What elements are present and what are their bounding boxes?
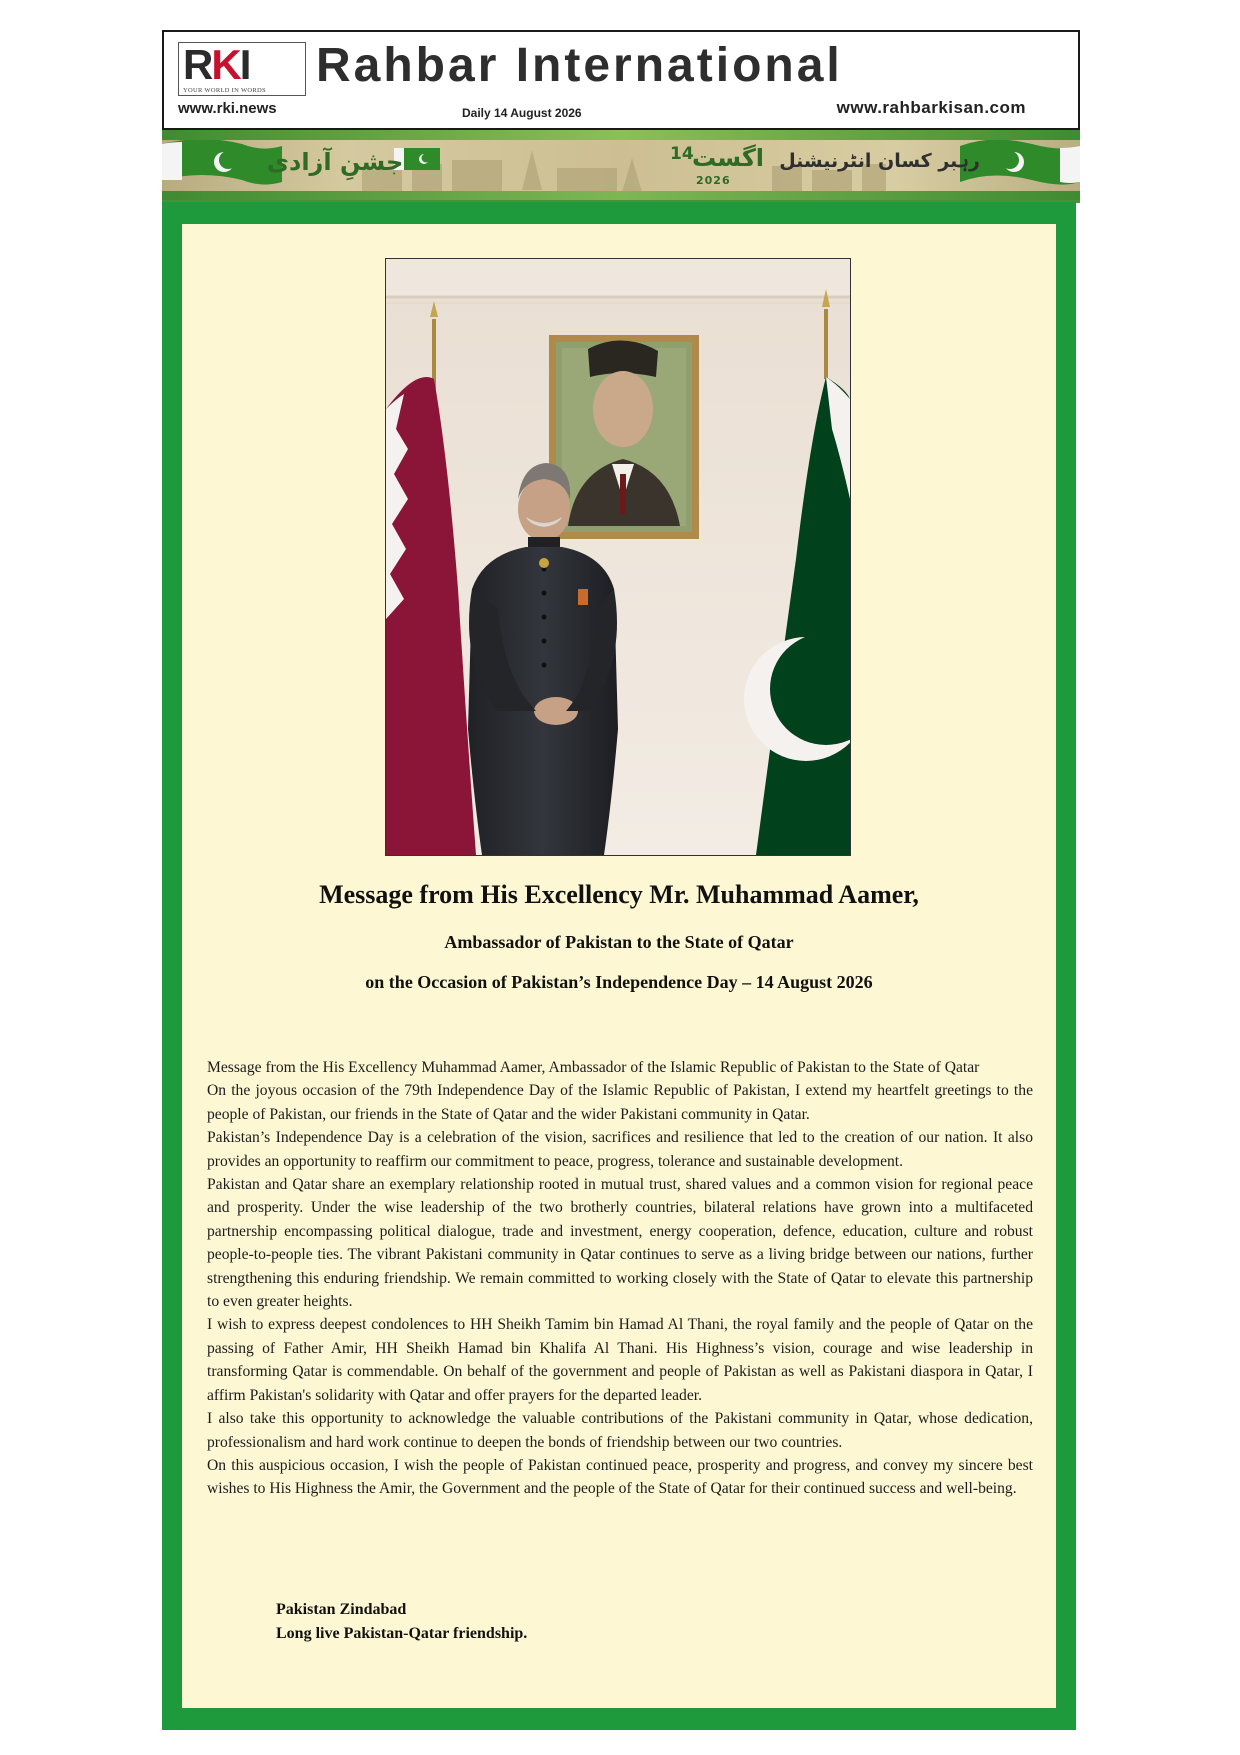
logo-tagline: YOUR WORLD IN WORDS xyxy=(183,87,266,94)
banner-date-day: 14 xyxy=(670,144,694,164)
masthead xyxy=(162,30,1080,130)
banner-bottom-band xyxy=(162,191,1080,200)
closing-pakistan-zindabad: Pakistan Zindabad xyxy=(276,1601,407,1618)
paragraph-best-wishes: On this auspicious occasion, I wish the people of Pakistan continued peace, prosperity and progress, and convey my sincere best wishes to His Highness the Amir, the Government and the people of the State of Qatar for their continued success and well-being. xyxy=(207,1456,1033,1498)
closing-friendship: Long live Pakistan-Qatar friendship. xyxy=(276,1625,528,1642)
paragraph-condolences: I wish to express deepest condolences to HH Sheikh Tamim bin Hamad Al Thani, the royal family and the people of Qatar on the passing of Father Amir, HH Sheikh Hamad bin Khalifa Al Thani. His Highness’s vision, courage and wise leadership in transforming Qatar is commendable. On behalf of the government and people of Pakistan as well as Pakistani diaspora in Qatar, I affirm Pakistan's solidarity with Qatar and offer prayers for the departed leader. xyxy=(207,1316,1033,1404)
issue-date: Daily 14 August 2026 xyxy=(462,106,582,120)
paragraph-community: I also take this opportunity to acknowledge the valuable contributions of the Pakistani community in Qatar, whose dedication, professionalism and hard work continue to deepen the bonds of friendship between our two countries. xyxy=(207,1410,1033,1451)
article-frame xyxy=(162,202,1076,1730)
article-headline: Message from His Excellency Mr. Muhammad Aamer, xyxy=(319,880,919,909)
paragraph-intro: Message from the His Excellency Muhammad Aamer, Ambassador of the Islamic Republic of Pakistan to the State of Qatar xyxy=(207,1059,980,1076)
paragraph-independence-day: Pakistan’s Independence Day is a celebration of the vision, sacrifices and resilience that led to the creation of our nation. It also provides an opportunity to reaffirm our commitment to peace, progress, tolerance and sustainable development. xyxy=(207,1129,1033,1170)
paragraph-bilateral-relations: Pakistan and Qatar share an exemplary relationship rooted in mutual trust, shared values and a common vision for regional peace and prosperity. Under the wise leadership of the two brotherly countries, bilateral relations have grown into a multifaceted partnership encompassing political dialogue, trade and investment, energy cooperation, defence, education, culture and robust people-to-people ties. The vibrant Pakistani community in Qatar continues to serve as a living bridge between our nations, further strengthening this enduring friendship. We remain committed to working closely with the State of Qatar to elevate this partnership to even greater heights. xyxy=(207,1176,1033,1311)
article-subheading-occasion: on the Occasion of Pakistan’s Independence Day – 14 August 2026 xyxy=(365,972,873,992)
portrait-frame xyxy=(549,335,699,539)
banner-date-month: اگست xyxy=(692,144,765,172)
article-panel xyxy=(182,224,1056,1708)
article-subheading-title: Ambassador of Pakistan to the State of Qatar xyxy=(444,932,794,952)
banner-date xyxy=(670,144,765,188)
newspaper-page xyxy=(162,30,1080,1730)
banner-date-year: 2026 xyxy=(696,174,731,187)
website-link-rahbarkisan[interactable]: www.rahbarkisan.com xyxy=(836,98,1026,117)
logo-mark: RKI xyxy=(183,41,250,88)
left-pakistan-flag-icon xyxy=(162,139,282,185)
article-body xyxy=(207,1056,1033,1501)
banner-jashn-e-azadi: جشنِ آزادی xyxy=(267,148,404,176)
article-closing xyxy=(276,1598,527,1646)
newspaper-logo xyxy=(178,42,306,96)
banner-paper-name-urdu: رہبر کسان انٹرنیشنل xyxy=(779,150,980,172)
independence-day-banner xyxy=(162,130,1080,203)
paper-name: Rahbar International xyxy=(316,39,843,92)
banner-top-band xyxy=(162,130,1080,140)
website-link-rki[interactable]: www.rki.news xyxy=(178,100,277,117)
paragraph-greetings: On the joyous occasion of the 79th Independence Day of the Islamic Republic of Pakistan, I extend my heartfelt greetings to the people of Pakistan, our friends in the State of Qatar and the wider Pakistani community in Qatar. xyxy=(207,1082,1033,1123)
ambassador-photo xyxy=(385,258,851,856)
